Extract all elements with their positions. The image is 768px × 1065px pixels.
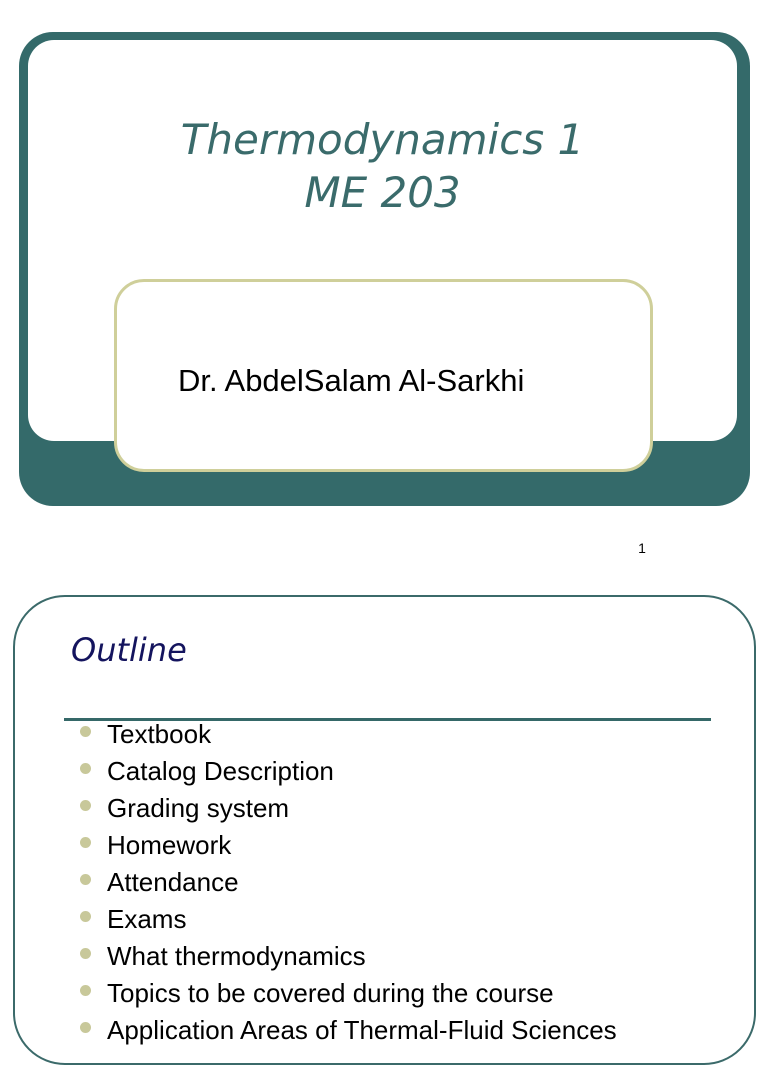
outline-bullet-item: [0, 864, 768, 901]
slide-1-author-name: Dr. AbdelSalam Al-Sarkhi: [178, 363, 525, 398]
slide-1-title-line-1: Thermodynamics 1: [180, 115, 585, 164]
outline-bullet-item: [0, 975, 768, 1012]
outline-bullet-item: [0, 753, 768, 790]
slide-2-title: Outline: [71, 631, 187, 669]
outline-bullet-item: [0, 901, 768, 938]
bullet-dot-icon: [80, 800, 91, 811]
outline-bullet-item: [0, 1012, 768, 1049]
slide-1-title: [28, 113, 737, 219]
bullet-dot-icon: [80, 1022, 91, 1033]
bullet-dot-icon: [80, 874, 91, 885]
outline-bullet-item: [0, 938, 768, 975]
bullet-text: Exams: [107, 904, 187, 934]
bullet-dot-icon: [80, 763, 91, 774]
bullet-text: What thermodynamics: [107, 941, 366, 971]
bullet-text: Grading system: [107, 793, 290, 823]
bullet-dot-icon: [80, 726, 91, 737]
bullet-text: Homework: [107, 830, 232, 860]
bullet-dot-icon: [80, 948, 91, 959]
page-number: 1: [638, 540, 646, 556]
outline-bullet-item: [0, 716, 768, 753]
bullet-text: Topics to be covered during the course: [107, 978, 554, 1008]
outline-bullet-list: [0, 716, 768, 1049]
bullet-text: Textbook: [107, 719, 212, 749]
bullet-text: Application Areas of Thermal-Fluid Sciences: [107, 1015, 617, 1045]
bullet-dot-icon: [80, 911, 91, 922]
bullet-text: Catalog Description: [107, 756, 334, 786]
bullet-dot-icon: [80, 837, 91, 848]
outline-bullet-item: [0, 827, 768, 864]
bullet-text: Attendance: [107, 867, 239, 897]
bullet-dot-icon: [80, 985, 91, 996]
slide-1-title-line-2: ME 203: [304, 168, 461, 217]
outline-bullet-item: [0, 790, 768, 827]
